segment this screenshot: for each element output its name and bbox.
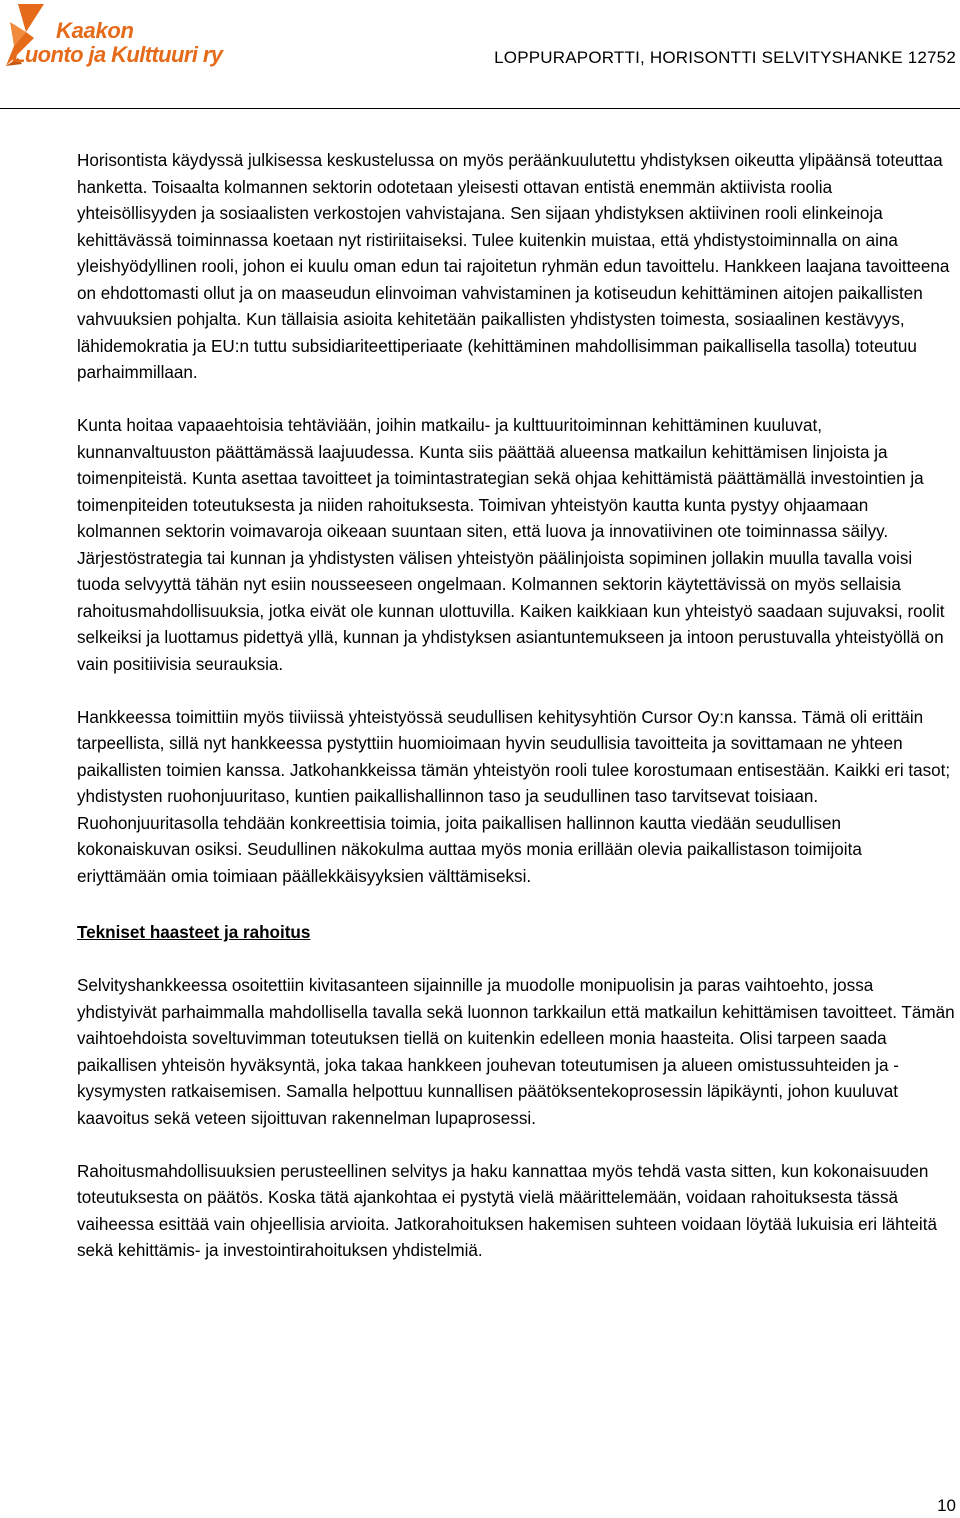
document-body [77, 148, 955, 1291]
paragraph-regional-cooperation: Hankkeessa toimittiin myös tiiviissä yhteistyössä seudullisen kehitysyhtiön Cursor Oy:n kanssa. Tämä oli erittäin tarpeellista, sillä nyt hankkeessa pystyttiin huomioimaan hyvin seudullisia tavoitteita ja sovittamaan ne yhteen paikallisten toimien kanssa. Jatkohankkeissa tämän yhteistyön rooli tulee korostumaan entisestään. Kaikki eri tasot; yhdistysten ruohonjuuritaso, kuntien paikallishallinnon taso ja seudullinen taso tarvitsevat toisiaan. Ruohonjuuritasolla tehdään konkreettisia toimia, joita paikallisen hallinnon kautta viedään seudullisen kokonaiskuvan osiksi. Seudullinen näkokulma auttaa myös monia erillään olevia paikallistason toimijoita eriyttämään omia toimiaan päällekkäisyyksien välttämiseksi. [77, 707, 951, 886]
paragraph-funding: Rahoitusmahdollisuuksien perusteellinen selvitys ja haku kannattaa myös tehdä vasta sitten, kun kokonaisuuden toteutuksesta on päätös. Koska tätä ajankohtaa ei pystytä vielä määrittelemään, voidaan rahoituksesta tässä vaiheessa esittää vain ohjeellisia arvioita. Jatkorahoituksen hakemisen suhteen voidaan löytää lukuisia eri lähteitä sekä kehittämis- ja investointirahoituksen yhdistelmiä. [77, 1161, 937, 1260]
organization-logo [4, 2, 244, 72]
paragraph-municipality: Kunta hoitaa vapaaehtoisia tehtäviään, joihin matkailu- ja kulttuuritoiminnan kehittäminen kuuluvat, kunnanvaltuuston päättämässä laajuudessa. Kunta siis päättää alueensa matkailun kehittämisen linjoista ja toimenpiteistä. Kunta asettaa tavoitteet ja toimintastrategian sekä ohjaa kehittämistä päättämällä investointien ja toimenpiteiden toteutuksesta ja niiden rahoituksesta. Toimivan yhteistyön kautta kunta pystyy ohjaamaan kolmannen sektorin voimavaroja oikeaan suuntaan siten, että luova ja innovatiivinen ote toiminnassa säilyy. Järjestöstrategia tai kunnan ja yhdistysten välisen yhteistyön päälinjoista sopiminen jollakin muulla tavalla voisi tuoda selvyyttä tähän nyt esiin nousseeseen ongelmaan. Kolmannen sektorin käytettävissä on myös sellaisia rahoitusmahdollisuuksia, jotka eivät ole kunnan ulottuvilla. Kaiken kaikkiaan kun yhteistyö saadaan sujuvaksi, roolit selkeiksi ja luottamus pidettyä yllä, kunnan ja yhdistyksen asiantuntemukseen ja intoon perustuvalla yhteistyöllä on vain positiivisia seurauksia. [77, 416, 945, 674]
logo-text-line1: Kaakon [56, 18, 134, 43]
section-heading: Tekniset haasteet ja rahoitus [77, 923, 311, 942]
logo-text-line2: Luonto ja Kulttuuri ry [12, 42, 223, 67]
header-divider [0, 108, 960, 109]
page-header [0, 0, 960, 112]
page-number: 10 [937, 1496, 956, 1515]
paragraph-technical-challenges: Selvityshankkeessa osoitettiin kivitasanteen sijainnille ja muodolle monipuolisin ja paras vaihtoehto, jossa yhdistyivät parhaimmalla mahdollisella tavalla sekä luonnon tarkkailun että matkailun kehittämisen tavoitteet. Tämän vaihtoehdoista soveltuvimman toteutuksen tiellä on kuitenkin edelleen monia haasteita. Olisi tarpeen saada paikallisen yhteisön hyväksyntä, joka takaa hankkeen jouhevan toteutumisen ja alueen omistussuhteiden ja -kysymysten ratkaisemisen. Samalla helpottuu kunnallisen päätöksentekoprosessin läpikäynti, johon kuuluvat kaavoitus sekä veteen sijoittuvan rakennelman lupaprosessi. [77, 976, 955, 1128]
paragraph-civic-role: Horisontista käydyssä julkisessa keskustelussa on myös peräänkuulutettu yhdistyksen oikeutta ylipäänsä toteuttaa hanketta. Toisaalta kolmannen sektorin odotetaan yleisesti ottavan entistä enemmän aktiivista roolia yhteisöllisyyden ja sosiaalisten verkostojen vahvistajana. Sen sijaan yhdistyksen aktiivinen rooli elinkeinoja kehittävässä toiminnassa koetaan nyt ristiriitaiseksi. Tulee kuitenkin muistaa, että yhdistystoiminnalla on aina yleishyödyllinen rooli, johon ei kuulu oman edun tai rajoitetun ryhmän edun tavoittelu. Hankkeen laajana tavoitteena on ehdottomasti ollut ja on maaseudun elinvoiman vahvistaminen ja kotiseudun kehittäminen aitojen paikallisten vahvuuksien pohjalta. Kun tällaisia asioita kehitetään paikallisten yhdistysten toimesta, sosiaalinen kestävyys, lähidemokratia ja EU:n tuttu subsidiariteettiperiaate (kehittäminen mahdollisimman paikallisella tasolla) toteutuu parhaimmillaan. [77, 151, 950, 382]
report-title: LOPPURAPORTTI, HORISONTTI SELVITYSHANKE 12752 [494, 48, 956, 67]
